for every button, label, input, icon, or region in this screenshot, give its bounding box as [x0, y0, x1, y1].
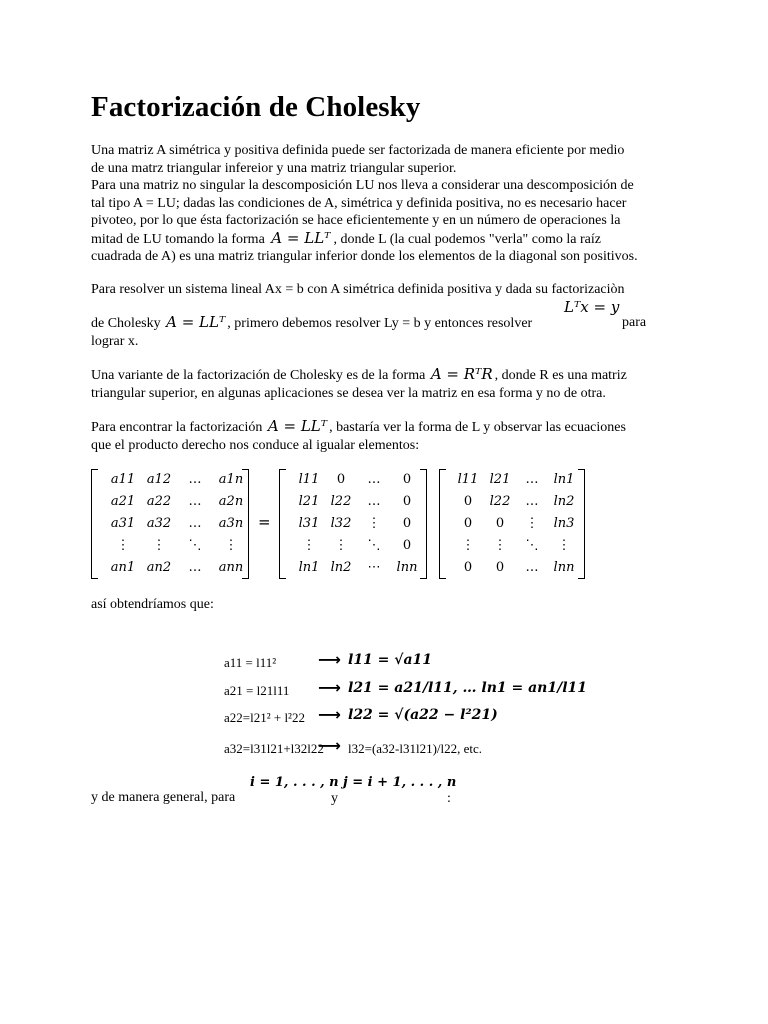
paragraph-2-cont: [91, 314, 691, 350]
matrix-cell: ln2: [330, 560, 352, 575]
right-arrow-icon: ⟶: [318, 650, 341, 669]
matrix-cell: l22: [489, 494, 511, 509]
general-text: [91, 789, 691, 807]
matrix-cell: l31: [298, 516, 320, 531]
text-line: Una matriz A simétrica y positiva definida puede ser factorizada de manera eficiente por medio: [91, 143, 625, 158]
matrix-cell: a21: [110, 494, 136, 509]
matrix-cell: 0: [402, 516, 412, 531]
matrix-cell: a22: [146, 494, 172, 509]
matrix-cell: ⋮: [224, 538, 238, 553]
equation-lhs: a22=l21² + l²22: [224, 710, 305, 725]
matrix-cell: ⋮: [116, 538, 130, 553]
general-colon: :: [447, 791, 451, 806]
text-line: [91, 418, 691, 437]
matrix-cell: ⋮: [461, 538, 475, 553]
matrix-cell: l11: [298, 472, 320, 487]
matrix-cell: a31: [110, 516, 136, 531]
matrix-cell: ⋮: [334, 538, 348, 553]
matrix-cell: …: [525, 560, 539, 575]
text-line: Para resolver un sistema lineal Ax = b con A simétrica definida positiva y dada su factorizaciòn: [91, 282, 625, 297]
bracket-left: [439, 469, 446, 579]
text-fragment: , primero debemos resolver Ly = b y entonces resolver: [227, 316, 533, 331]
matrix-cell: l21: [298, 494, 320, 509]
bracket-left: [279, 469, 286, 579]
text-line: [91, 230, 691, 249]
bracket-right: [242, 469, 249, 579]
matrix-cell: a2n: [218, 494, 244, 509]
matrix-l-cells: [293, 469, 423, 579]
right-arrow-icon: ⟶: [318, 678, 341, 697]
equation-rhs: l32=(a32-l31l21)/l22, etc.: [348, 741, 483, 756]
matrix-cell: …: [367, 472, 381, 487]
matrix-cell: a11: [110, 472, 136, 487]
matrix-cell: lnn: [553, 560, 575, 575]
matrix-cell: ⋮: [557, 538, 571, 553]
matrix-cell: an1: [110, 560, 136, 575]
text-fragment: y de manera general, para: [91, 790, 236, 805]
page-title: Factorización de Cholesky: [91, 91, 421, 123]
matrix-cell: ⋱: [367, 538, 381, 553]
matrix-cell: 0: [463, 516, 473, 531]
text-fragment: de Cholesky: [91, 316, 161, 331]
matrix-cell: ⋮: [525, 516, 539, 531]
formula-a-llt: A = LLᵀ: [271, 228, 331, 247]
matrix-cell: a12: [146, 472, 172, 487]
matrix-cell: l32: [330, 516, 352, 531]
matrix-cell: 0: [463, 494, 473, 509]
matrix-cell: l22: [330, 494, 352, 509]
text-line: cuadrada de A) es una matriz triangular inferior donde los elementos de la diagonal son positivos.: [91, 249, 638, 264]
formula-lt-x-y: Lᵀx = y: [564, 298, 620, 316]
matrix-cell: l11: [457, 472, 479, 487]
text-fragment: para: [622, 315, 647, 330]
formula-i-range: i = 1, . . . , n: [250, 775, 339, 790]
right-arrow-icon: ⟶: [318, 705, 341, 724]
matrix-cell: ln2: [553, 494, 575, 509]
matrix-cell: …: [367, 494, 381, 509]
matrix-cell: …: [188, 560, 202, 575]
equation-lhs: a11 = l11²: [224, 655, 277, 670]
text-fragment: , bastaría ver la forma de L y observar las ecuaciones: [329, 420, 626, 435]
text-fragment: , donde R es una matriz: [494, 368, 627, 383]
paragraph-2: [91, 281, 691, 299]
equation-rhs: l21 = a21/l11, … ln1 = an1/l11: [348, 680, 587, 696]
text-line: que el producto derecho nos conduce al igualar elementos:: [91, 437, 420, 453]
text-fragment: , donde L (la cual podemos "verla" como la raíz: [333, 231, 601, 247]
matrix-cell: ⋮: [493, 538, 507, 553]
text-line: tal tipo A = LU; dadas las condiciones de A, simétrica y definida positiva, no es necesario hacer: [91, 195, 627, 211]
text-fragment: Una variante de la factorización de Cholesky es de la forma: [91, 368, 426, 383]
matrix-cell: l21: [489, 472, 511, 487]
matrix-cell: 0: [463, 560, 473, 575]
paragraph-3: [91, 366, 691, 402]
text-line: [91, 314, 691, 333]
paragraph-4: [91, 418, 691, 454]
text-line: [91, 366, 691, 385]
matrix-cell: ln3: [553, 516, 575, 531]
matrix-cell: ⋮: [302, 538, 316, 553]
matrix-cell: …: [188, 516, 202, 531]
matrix-cell: ln1: [298, 560, 320, 575]
matrix-cell: 0: [336, 472, 346, 487]
formula-a-rtr: A = RᵀR: [430, 365, 493, 383]
matrix-cell: ⋮: [367, 516, 381, 531]
after-matrix-text: así obtendríamos que:: [91, 597, 214, 612]
matrix-cell: ⋱: [525, 538, 539, 553]
matrix-cell: 0: [495, 560, 505, 575]
matrix-cell: a32: [146, 516, 172, 531]
matrix-lt-cells: [453, 469, 581, 579]
bracket-right: [420, 469, 427, 579]
matrix-cell: 0: [495, 516, 505, 531]
paragraph-1: [91, 142, 691, 266]
matrix-cell: …: [188, 472, 202, 487]
general-and: y: [331, 791, 338, 806]
matrix-cell: a1n: [218, 472, 244, 487]
formula-j-range: j = i + 1, . . . , n: [343, 775, 457, 790]
right-arrow-icon: ⟶: [318, 736, 341, 755]
matrix-cell: a3n: [218, 516, 244, 531]
bracket-right: [578, 469, 585, 579]
text-line: lograr x.: [91, 333, 139, 349]
matrix-cell: ann: [218, 560, 244, 575]
matrix-cell: …: [525, 494, 539, 509]
text-fragment: mitad de LU tomando la forma: [91, 231, 265, 247]
matrix-cell: ⋱: [188, 538, 202, 553]
matrix-cell: …: [188, 494, 202, 509]
text-fragment: Para encontrar la factorización: [91, 420, 263, 435]
formula-a-llt: A = LLᵀ: [267, 417, 328, 435]
matrix-cell: ln1: [553, 472, 575, 487]
text-line: de una matrz triangular infereior y una matriz triangular superior.: [91, 160, 457, 176]
formula-a-llt: A = LLᵀ: [166, 313, 226, 331]
matrix-cell: lnn: [396, 560, 418, 575]
matrix-cell: …: [525, 472, 539, 487]
equation-lhs: a32=l31l21+l32l22: [224, 741, 324, 756]
matrix-cell: ⋯: [367, 560, 381, 575]
matrix-a: [91, 469, 249, 579]
matrix-lt: [439, 469, 585, 579]
equation-lhs: a21 = l21l11: [224, 683, 290, 698]
matrix-l: [279, 469, 427, 579]
matrix-cell: an2: [146, 560, 172, 575]
equation-rhs: l22 = √(a22 − l²21): [348, 707, 498, 723]
text-line: triangular superior, en algunas aplicaciones se desea ver la matriz en esa forma y no de otra.: [91, 385, 606, 401]
text-line: Para una matriz no singular la descomposición LU nos lleva a considerar una descomposición de: [91, 178, 634, 193]
equation-rhs: l11 = √a11: [348, 652, 433, 668]
matrix-cell: 0: [402, 494, 412, 509]
equals-sign: =: [258, 513, 271, 531]
bracket-left: [91, 469, 98, 579]
matrix-a-cells: [105, 469, 249, 579]
matrix-cell: 0: [402, 472, 412, 487]
text-line: pivoteo, por lo que ésta factorización se hace eficientemente y en un número de operaciones la: [91, 213, 621, 228]
matrix-cell: ⋮: [152, 538, 166, 553]
matrix-cell: 0: [402, 538, 412, 553]
